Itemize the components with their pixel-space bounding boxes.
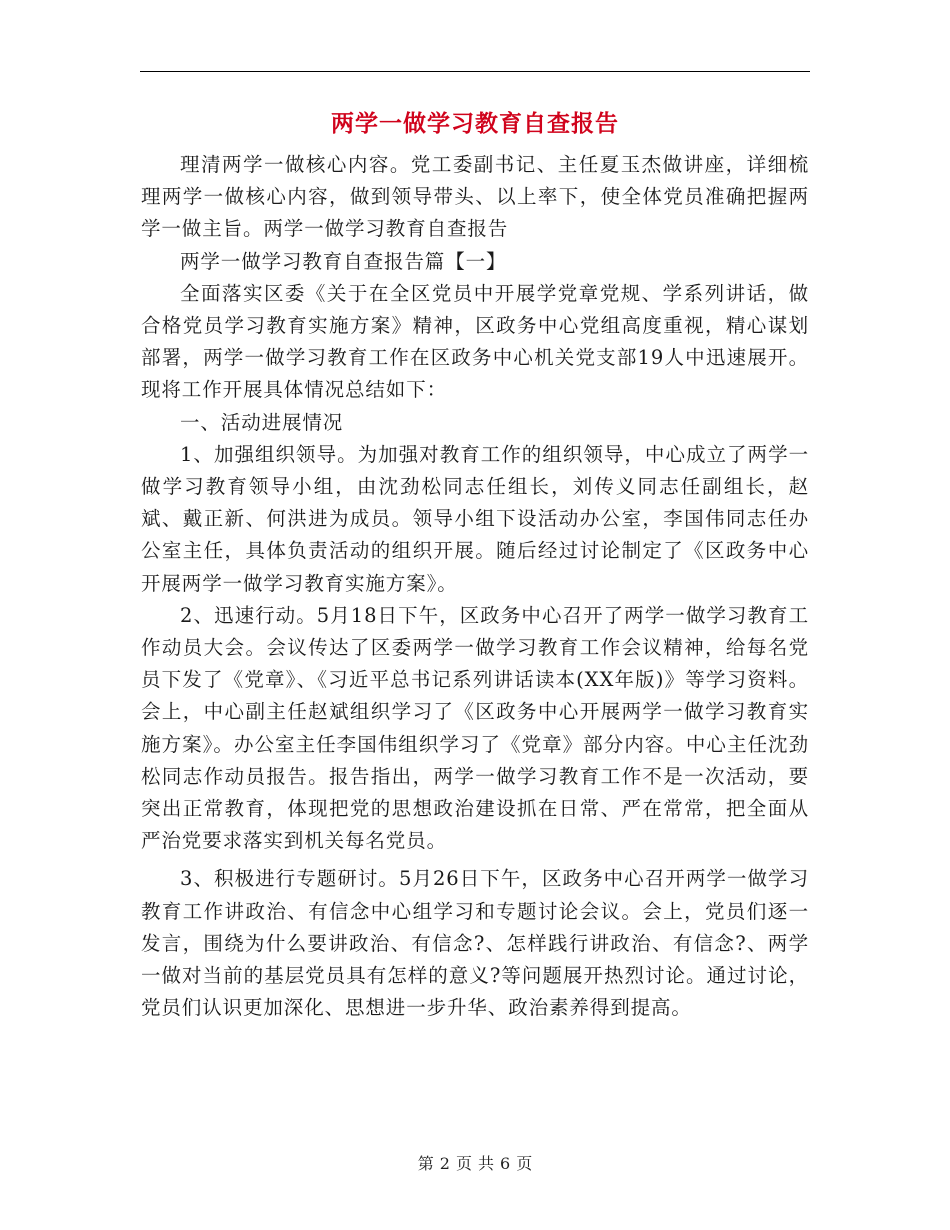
footer-label-total: 共 <box>478 1154 495 1173</box>
document-body <box>141 149 809 1024</box>
footer-label-unit: 页 <box>455 1154 472 1173</box>
body-paragraph: 3、积极进行专题研讨。5月26日下午，区政务中心召开两学一做学习教育工作讲政治、有信念中心组学习和专题讨论会议。会上，党员们逐一发言，围绕为什么要讲政治、有信念?、怎样践行讲政治、有信念?、两学一做对当前的基层党员具有怎样的意义?等问题展开热烈讨论。通过讨论，党员们认识更加深化、思想进一步升华、政治素养得到提高。 <box>141 867 809 1020</box>
document-title: 两学一做学习教育自查报告 <box>331 110 619 137</box>
body-paragraph: 理清两学一做核心内容。党工委副书记、主任夏玉杰做讲座，详细梳理两学一做核心内容，做到领导带头、以上率下，使全体党员准确把握两学一做主旨。两学一做学习教育自查报告 <box>141 153 809 241</box>
footer-label-unit2: 页 <box>516 1154 533 1173</box>
body-paragraph: 1、加强组织领导。为加强对教育工作的组织领导，中心成立了两学一做学习教育领导小组，由沈劲松同志任组长，刘传义同志任副组长，赵斌、戴正新、何洪进为成员。领导小组下设活动办公室，李国伟同志任办公室主任，具体负责活动的组织开展。随后经过讨论制定了《区政务中心开展两学一做学习教育实施方案》。 <box>141 442 809 595</box>
footer-total-pages: 6 <box>500 1154 511 1173</box>
footer-current-page: 2 <box>439 1154 450 1173</box>
body-paragraph: 全面落实区委《关于在全区党员中开展学党章党规、学系列讲话，做合格党员学习教育实施方案》精神，区政务中心党组高度重视，精心谋划部署，两学一做学习教育工作在区政务中心机关党支部19人中迅速展开。现将工作开展具体情况总结如下： <box>141 281 809 402</box>
section-heading: 一、活动进展情况 <box>180 410 344 434</box>
page-footer <box>0 1153 950 1175</box>
footer-label-page: 第 <box>417 1154 434 1173</box>
section-heading: 两学一做学习教育自查报告篇【一】 <box>180 249 507 273</box>
header-rule <box>140 71 810 72</box>
body-paragraph: 2、迅速行动。5月18日下午，区政务中心召开了两学一做学习教育工作动员大会。会议传达了区委两学一做学习教育工作会议精神，给每名党员下发了《党章》、《习近平总书记系列讲话读本(XX年版)》等学习资料。会上，中心副主任赵斌组织学习了《区政务中心开展两学一做学习教育实施方案》。办公室主任李国伟组织学习了《党章》部分内容。中心主任沈劲松同志作动员报告。报告指出，两学一做学习教育工作不是一次活动，要突出正常教育，体现把党的思想政治建设抓在日常、严在常常，把全面从严治党要求落实到机关每名党员。 <box>141 603 809 853</box>
